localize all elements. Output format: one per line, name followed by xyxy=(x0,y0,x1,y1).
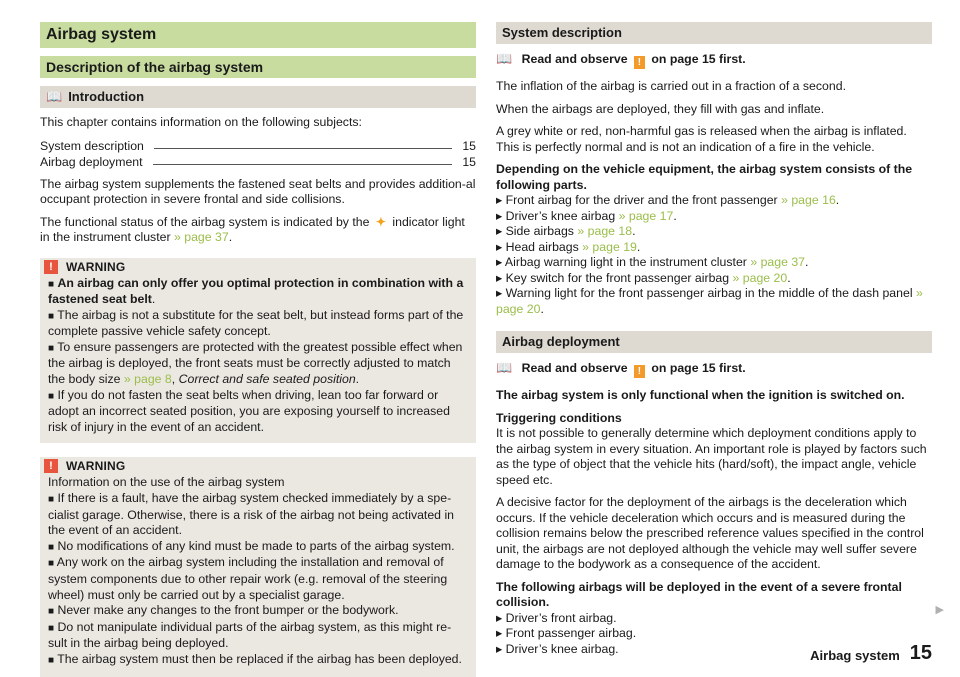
page-link[interactable]: » page 37 xyxy=(750,255,806,269)
page-link[interactable]: » page 37 xyxy=(173,230,229,244)
warning-title: WARNING xyxy=(66,259,126,274)
list-item: ▸ Driver’s knee airbag » page 17. xyxy=(496,208,677,223)
warning-item: ■ If you do not fasten the seat belts when driving, lean too far forward or adopt an incorrect seated position, you are exposing yourself to increased risk of injury in the event of an accident. xyxy=(48,387,450,434)
para-following: The following airbags will be deployed in the event of a severe frontal collision. xyxy=(496,579,902,609)
system-description-heading: System description xyxy=(496,22,932,44)
para-gas: A grey white or red, non-harmful gas is released when the airbag is inflated. This is perfectly normal and is not an indication of a fire in the vehicle. xyxy=(496,124,907,154)
continue-arrow-icon: ▶ xyxy=(935,604,944,616)
warning-icon: ! xyxy=(44,459,58,473)
para-triggering: It is not possible to generally determine which deployment conditions apply to the airbag system in every situation. An important role is played by factors such as the type of object that the vehicle hits (hard/soft), the impact angle, vehicle speed etc. xyxy=(496,426,927,487)
page-link[interactable]: » page 16 xyxy=(781,193,836,207)
list-item: ▸ Driver’s front airbag. xyxy=(496,610,617,625)
warning-box xyxy=(40,258,476,444)
parts-list xyxy=(496,193,932,317)
warning-intro: Information on the use of the airbag system xyxy=(48,475,285,490)
warning-item: ■ The airbag is not a substitute for the seat belt, but instead forms part of the complete passive vehicle safety concept. xyxy=(48,307,464,339)
list-text: Airbag warning light in the instrument cluster xyxy=(504,255,747,269)
list-item: ▸ Front airbag for the driver and the front passenger » page 16. xyxy=(496,193,840,207)
section-title: Description of the airbag system xyxy=(40,56,476,78)
list-item: ▸ Front passenger airbag. xyxy=(496,626,637,640)
warning-text: An airbag can only offer you optimal protection in combination with a fastened seat belt xyxy=(48,275,464,307)
warning-text: To ensure passengers are protected with the greatest possible effect when the airbag is deployed, the front seats must be correctly adjusted to match the body size xyxy=(48,339,463,387)
read-observe-note xyxy=(496,51,932,69)
warning-item: ■ If there is a fault, have the airbag system checked immediately by a spe-cialist garage. Otherwise, there is a risk of the airbag not being activated in the event of an accident. xyxy=(48,491,455,538)
warning-item: ■ Never make any changes to the front bumper or the bodywork. xyxy=(48,603,399,618)
triggering-title: Triggering conditions xyxy=(496,410,622,425)
list-item: ▸ Head airbags » page 19. xyxy=(496,239,641,254)
list-text: Driver’s knee airbag. xyxy=(505,641,619,656)
read-observe-note xyxy=(496,360,932,378)
list-item: ▸ Airbag warning light in the instrument cluster » page 37. xyxy=(496,255,809,269)
note-text: on page 15 first. xyxy=(651,52,746,66)
warning-text: Never make any changes to the front bumper or the bodywork. xyxy=(57,603,399,618)
intro-title: Introduction xyxy=(68,89,145,104)
note-text: on page 15 first. xyxy=(651,361,746,375)
para-ignition: The airbag system is only functional when the ignition is switched on. xyxy=(496,388,905,402)
list-text: Front passenger airbag. xyxy=(505,626,637,640)
page-link[interactable]: » page 17 xyxy=(618,208,674,223)
toc-page: 15 xyxy=(462,154,476,169)
warning-text: Any work on the airbag system including the installation and removal of system components due to other repair work (e.g. removal of the steering wheel) must only be carried out by a specialist garage. xyxy=(48,555,448,602)
airbag-deployment-heading: Airbag deployment xyxy=(496,331,932,353)
warning-item: ■ Any work on the airbag system including the installation and removal of system components due to other repair work (e.g. removal of the steering wheel) must only be carried out by a specialist garage. xyxy=(48,555,448,602)
para-inflation: The inflation of the airbag is carried out in a fraction of a second. xyxy=(496,79,846,93)
para-functional-status: The functional status of the airbag system is indicated by the ✦ indicator light in the instrument cluster » page 37. xyxy=(40,214,465,244)
toc-entry[interactable] xyxy=(40,138,476,154)
para-text: indicator light in the instrument cluster xyxy=(40,214,465,244)
footer-title: Airbag system xyxy=(810,648,900,663)
toc-page: 15 xyxy=(462,138,476,153)
warning-text: No modifications of any kind must be made to parts of the airbag system. xyxy=(57,538,455,553)
page-link[interactable]: » page 8 xyxy=(123,372,172,387)
chapter-title: Airbag system xyxy=(40,22,476,48)
para-equipment: Depending on the vehicle equipment, the airbag system consists of the following parts. xyxy=(496,162,913,192)
warning-text: The airbag system must then be replaced if the airbag has been deployed. xyxy=(57,651,462,666)
list-text: Key switch for the front passenger airbag xyxy=(505,270,730,285)
note-text: Read and observe xyxy=(521,52,628,66)
warning-ref-icon[interactable]: ! xyxy=(634,56,645,69)
warning-text: If there is a fault, have the airbag system checked immediately by a spe-cialist garage. Otherwise, there is a risk of the airbag not being activated in the event of an accident. xyxy=(48,491,455,538)
list-text: Warning light for the front passenger airbag in the middle of the dash panel xyxy=(505,286,913,300)
page-link[interactable]: » page 20 xyxy=(732,270,788,285)
page-link[interactable]: » page 19 xyxy=(582,239,637,254)
list-item: ▸ Driver’s knee airbag. xyxy=(496,641,619,656)
book-icon: 📖 xyxy=(46,89,63,104)
warning-item: ■ The airbag system must then be replaced if the airbag has been deployed. xyxy=(48,651,462,666)
warning-text: If you do not fasten the seat belts when driving, lean too far forward or adopt an incorrect seated position, you are exposing yourself to increased risk of injury in the event of an accident. xyxy=(48,387,450,434)
list-item: ▸ Side airbags » page 18. xyxy=(496,224,636,238)
warning-box xyxy=(40,457,476,676)
list-item: ▸ Key switch for the front passenger airbag » page 20. xyxy=(496,270,791,285)
list-text: Driver’s front airbag. xyxy=(505,610,617,625)
left-column xyxy=(40,22,476,677)
list-text: Head airbags xyxy=(505,239,579,254)
list-text: Driver’s knee airbag xyxy=(505,208,616,223)
book-icon: 📖 xyxy=(496,360,513,375)
list-text: Front airbag for the driver and the front passenger xyxy=(505,193,778,207)
intro-heading xyxy=(40,86,476,108)
book-icon: 📖 xyxy=(496,51,513,66)
airbag-warning-light-icon: ✦ xyxy=(375,214,386,229)
warning-ref-icon[interactable]: ! xyxy=(634,365,645,378)
warning-item: ■ An airbag can only offer you optimal protection in combination with a fastened seat belt. xyxy=(48,275,464,307)
para-decisive: A decisive factor for the deployment of the airbags is the deceleration which occurs. If the vehicle deceleration which occurs and is measured during the collision remains below the prescribed reference values specified in the control unit, the airbags are not deployed although the vehicle may well suffer severe damage to the bodywork as a consequence of the accident. xyxy=(496,495,924,571)
para-text: The functional status of the airbag system is indicated by the xyxy=(40,214,370,229)
page-number: 15 xyxy=(909,642,932,664)
warning-title: WARNING xyxy=(66,459,126,474)
note-text: Read and observe xyxy=(521,361,628,375)
warning-item: ■ To ensure passengers are protected with the greatest possible effect when the airbag is deployed, the front seats must be correctly adjusted to match the body size » page 8, Correct and safe seated position. xyxy=(48,339,463,387)
toc-label: System description xyxy=(40,138,144,153)
intro-text: This chapter contains information on the following subjects: xyxy=(40,115,362,129)
warning-text: Correct and safe seated position xyxy=(178,372,356,387)
toc-entry[interactable] xyxy=(40,154,476,170)
warning-item: ■ Do not manipulate individual parts of the airbag system, as this might re-sult in the airbag being deployed. xyxy=(48,619,452,651)
para-supplements: The airbag system supplements the fastened seat belts and provides addition-al occupant protection in severe frontal and side collisions. xyxy=(40,176,476,206)
para-deploy-inflate: When the airbags are deployed, they fill with gas and inflate. xyxy=(496,101,825,116)
page-link[interactable]: » page 20 xyxy=(496,286,923,316)
list-item: ▸ Warning light for the front passenger airbag in the middle of the dash panel » page 20. xyxy=(496,286,923,316)
toc-label: Airbag deployment xyxy=(40,154,143,169)
page-footer xyxy=(810,643,932,663)
page-link[interactable]: » page 18 xyxy=(577,224,633,238)
warning-text: The airbag is not a substitute for the seat belt, but instead forms part of the complete passive vehicle safety concept. xyxy=(48,307,464,339)
right-column xyxy=(496,22,932,657)
warning-text: Do not manipulate individual parts of the airbag system, as this might re-sult in the airbag being deployed. xyxy=(48,619,452,651)
warning-item: ■ No modifications of any kind must be made to parts of the airbag system. xyxy=(48,538,455,553)
list-text: Side airbags xyxy=(505,224,574,238)
warning-icon: ! xyxy=(44,260,58,274)
